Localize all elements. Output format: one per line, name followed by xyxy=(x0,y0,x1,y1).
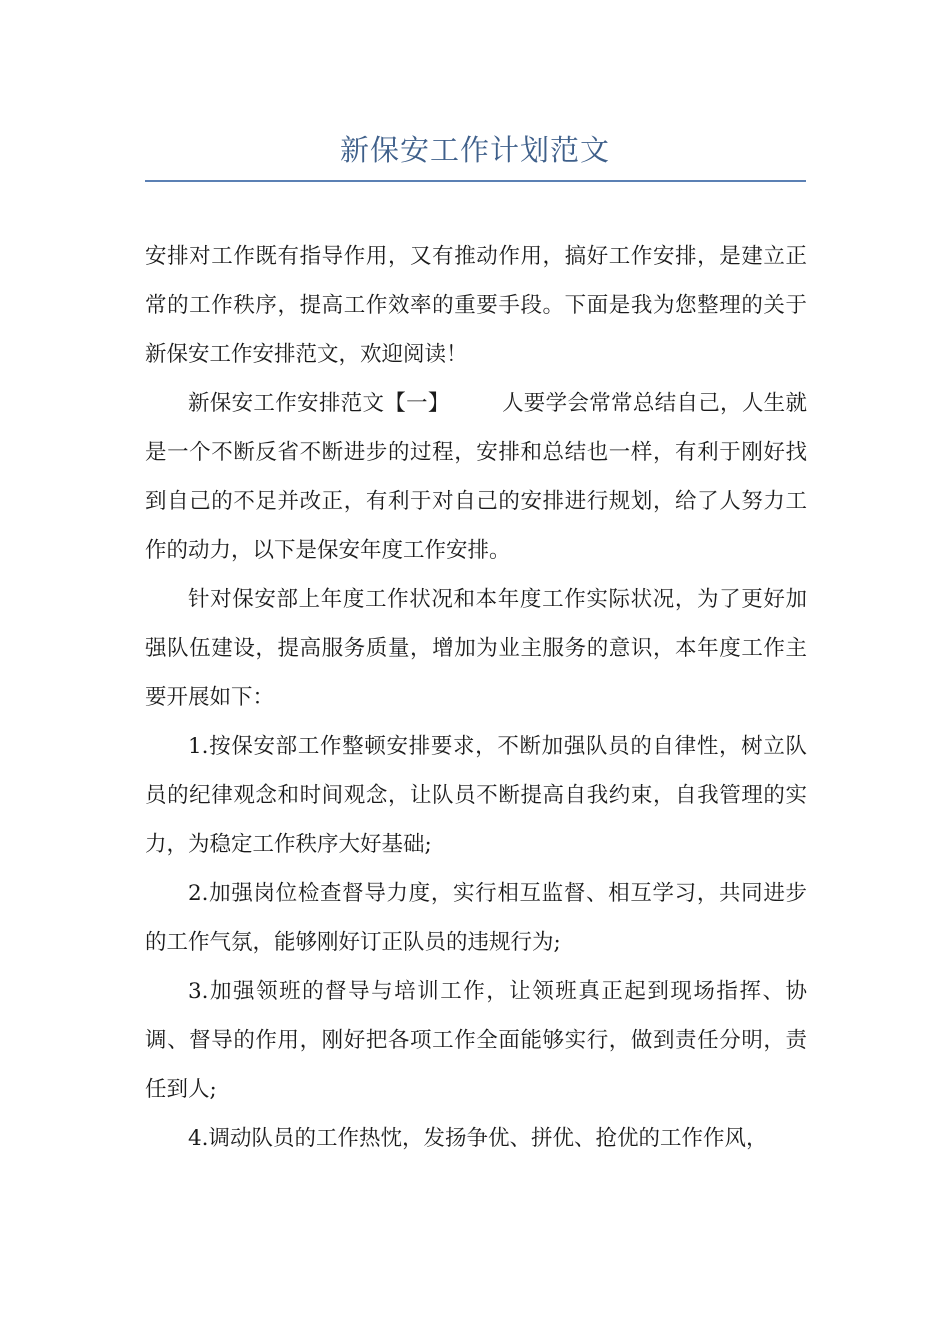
document-body xyxy=(145,232,807,1163)
list-item-3: 3.加强领班的督导与培训工作，让领班真正起到现场指挥、协调、督导的作用，刚好把各项工作全面能够实行，做到责任分明，责任到人; xyxy=(145,979,807,1102)
list-item-4: 4.调动队员的工作热忱，发扬争优、拼优、抢优的工作作风， xyxy=(188,1126,768,1151)
title-underline xyxy=(145,180,806,182)
list-item-1: 1.按保安部工作整顿安排要求，不断加强队员的自律性，树立队员的纪律观念和时间观念，让队员不断提高自我约束，自我管理的实力，为稳定工作秩序大好基础; xyxy=(145,734,807,857)
paragraph-2: 针对保安部上年度工作状况和本年度工作实际状况，为了更好加强队伍建设，提高服务质量，增加为业主服务的意识，本年度工作主要开展如下： xyxy=(145,587,807,710)
section-label: 新保安工作安排范文【一】 xyxy=(188,391,450,416)
section-paragraph xyxy=(145,379,807,575)
section-first-text: 人要学会常常总结自己，人生就是一个不断反省不断进步的过程，安排和总结也一样，有利于刚好找到自己的不足并改正，有利于对自己的安排进行规划，给了人努力工作的动力，以下是保安年度工作安排。 xyxy=(145,391,807,563)
list-item-2: 2.加强岗位检查督导力度，实行相互监督、相互学习，共同进步的工作气氛，能够刚好订正队员的违规行为; xyxy=(145,881,807,955)
document-title: 新保安工作计划范文 xyxy=(339,133,610,167)
intro-paragraph: 安排对工作既有指导作用，又有推动作用，搞好工作安排，是建立正常的工作秩序，提高工作效率的重要手段。下面是我为您整理的关于新保安工作安排范文，欢迎阅读！ xyxy=(145,244,807,367)
